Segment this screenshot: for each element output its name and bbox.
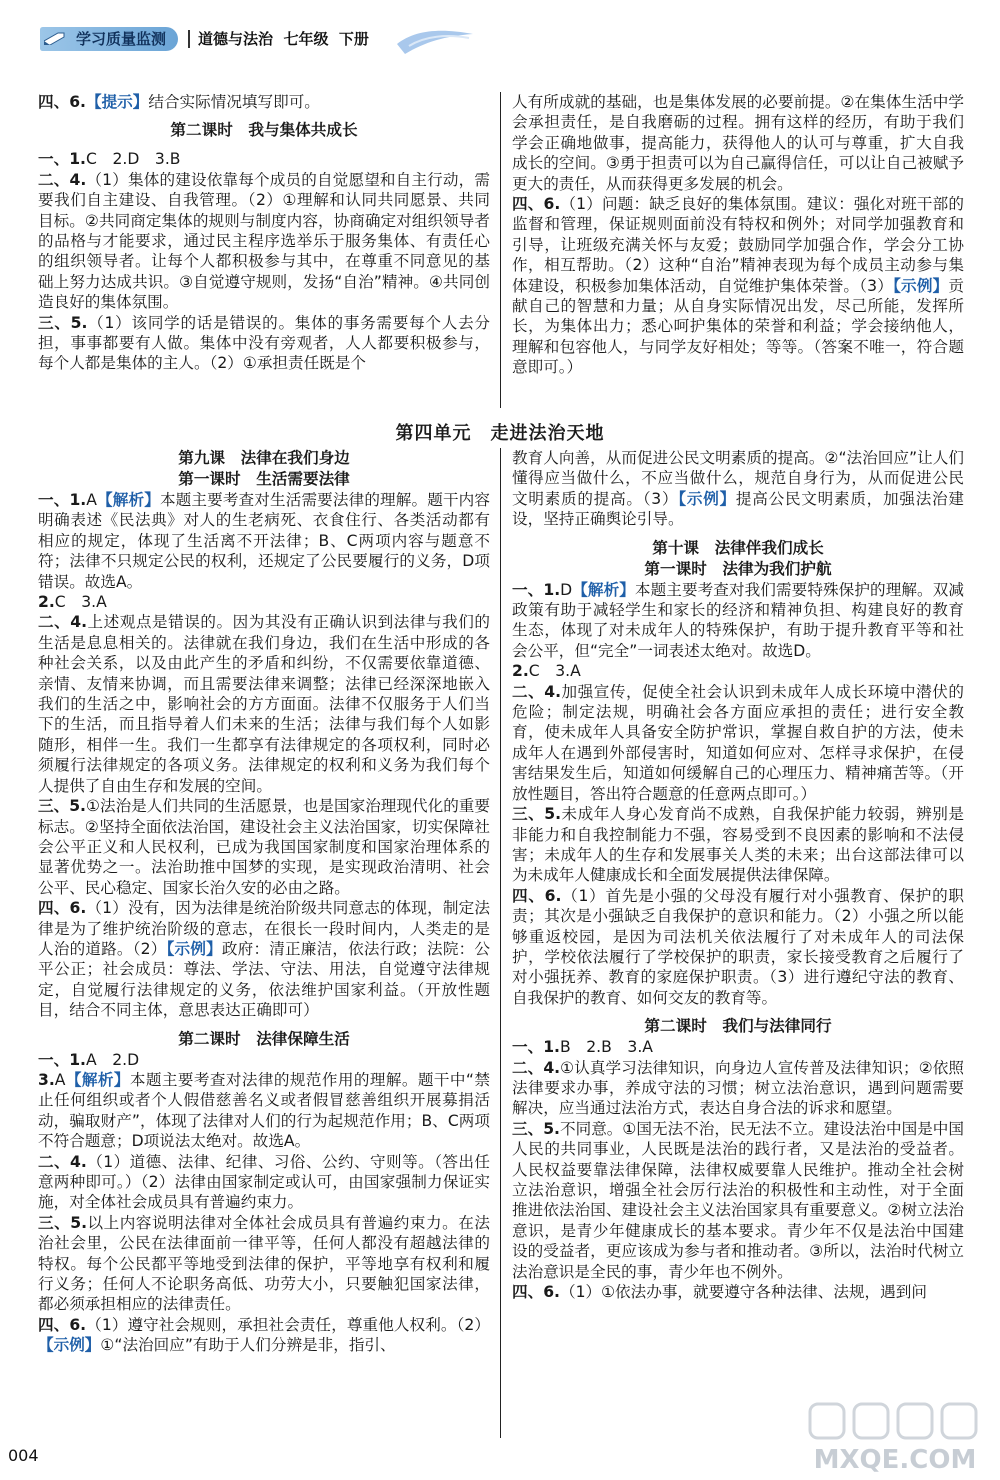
answer-tag: 【示例】 (38, 1336, 101, 1355)
book-title: 道德与法治 七年级 下册 (198, 30, 369, 48)
question-number: 2. (38, 593, 55, 612)
decorative-swoosh-icon (395, 24, 475, 56)
answer-paragraph: 三、5.以上内容说明法律对全体社会成员具有普遍约束力。在法治社会里，公民在法律面前一律平等，任何人都没有超越法律的特权。每个公民都平等地受到法律的保护，平等地享有权利和履行义务；任何人不论职务高低、功劳大小，只要触犯国家法律，都必须承担相应的法律责任。 (38, 1213, 490, 1314)
answer-paragraph: 三、5.未成年人身心发育尚不成熟，自我保护能力较弱，辨别是非能力和自我控制能力不强，容易受到不良因素的影响和不法侵害；未成年人的生存和发展事关人类的未来；出台这部法律可以为未成年人健康成长和全面发展提供法律保障。 (512, 805, 964, 885)
bottom-left-column (38, 448, 490, 1356)
answer-paragraph: 四、6.（1）首先是小强的父母没有履行对小强教育、保护的职责；其次是小强缺乏自我保护的意识和能力。（2）小强之所以能够重返校园，是因为司法机关依法履行了对未成年人的司法保护，学校依法履行了学校保护的职责，家长接受教育之后履行了对小强抚养、教育的家庭保护职责。（3）进行遵纪守法的教育、自我保护的教育、如何交友的教育等。 (512, 886, 964, 1007)
answer-paragraph: 一、1.D【解析】本题主要考查对我们需要特殊保护的理解。双减政策有助于减轻学生和家长的经济和精神负担、构建良好的教育生态，体现了对未成年人的特殊保护，有助于提升教育平等和社会公平，但“完全”一词表述太绝对。故选D。 (512, 580, 964, 660)
question-number: 二、4. (512, 682, 562, 701)
answer-tag: 【解析】 (572, 580, 635, 599)
answer-tag: 【提示】 (85, 93, 149, 111)
question-number: 三、5. (38, 313, 88, 332)
question-number: 四、6. (38, 93, 86, 111)
answer-tag: 【示例】 (678, 489, 736, 508)
question-number: 四、6. (512, 1283, 560, 1302)
answer-tag: 【示例】 (166, 939, 222, 958)
answer-paragraph: 二、4.（1）道德、法律、纪律、习俗、公约、守则等。（答出任意两种即可。）（2）法律由国家制定或认可，由国家强制力保证实施，对全体社会成员具有普遍约束力。 (38, 1152, 490, 1212)
question-number: 三、5. (512, 805, 562, 824)
section-heading: 第二课时 我与集体共成长 (170, 121, 358, 140)
svg-text:MXQE.COM: MXQE.COM (813, 1445, 977, 1475)
answer-paragraph: 人有所成就的基础，也是集体发展的必要前提。②在集体生活中学会承担责任，是自我磨砺的过程。拥有这样的经历，有助于我们学会正确地做事，提高能力，获得他人的认可与尊重，扩大自我成长的空间。③勇于担责可以为自己赢得信任，可以让自己被赋予更大的责任，从而获得更多发展的机会。 (512, 93, 964, 193)
question-number: 一、1. (512, 1038, 560, 1057)
question-number: 二、4. (512, 1058, 561, 1077)
question-number: 三、5. (512, 1119, 560, 1138)
period-heading: 第一课时 生活需要法律 (178, 470, 350, 488)
answer-paragraph: 四、6.（1）没有，因为法律是统治阶级共同意志的体现，制定法律是为了维护统治阶级的意志，在很长一段时间内，人类走的是人治的道路。（2）【示例】政府：清正廉洁，依法行政；法院：公平公正；社会成员：尊法、学法、守法、用法，自觉遵守法律规定，自觉履行法律规定的义务，依法维护国家利益。（开放性题目，结合不同主体，意思表达正确即可） (38, 899, 491, 1020)
period-heading: 第二课时 我们与法律同行 (644, 1017, 832, 1036)
top-right-column (512, 92, 964, 378)
answer-paragraph: 三、5.①法治是人们共同的生活愿景，也是国家治理现代化的重要标志。②坚持全面依法治国，建设社会主义法治国家，切实保障社会公平正义和人民权利，已成为我国国家制度和国家治理体系的显著优势之一。法治助推中国梦的实现，是实现政治清明、社会公平、民心稳定、国家长治久安的必由之路。 (38, 797, 490, 897)
question-number: 一、1. (38, 491, 87, 509)
answer-paragraph: 三、5.（1）该同学的话是错误的。集体的事务需要每个人去分担，事事都要有人做。集体中没有旁观者，人人都要积极参与，每个人都是集体的主人。（2）①承担责任既是个 (38, 313, 490, 373)
question-number: 二、4. (38, 1152, 87, 1171)
answer-paragraph: 二、4.①认真学习法律知识，向身边人宣传普及法律知识；②依照法律要求办事，养成守法的习惯；树立法治意识，遇到问题需要解决，应当通过法治方式，表达自身合法的诉求和愿望。 (512, 1058, 964, 1118)
question-number: 2. (512, 662, 529, 681)
question-number: 3. (38, 1070, 55, 1089)
question-number: 二、4. (38, 170, 87, 189)
answer-tag: 【示例】 (893, 276, 949, 295)
answer-line: 一、1.A 2.D (38, 1050, 140, 1069)
question-number: 二、4. (38, 613, 88, 632)
question-number: 四、6. (512, 886, 562, 905)
top-left-column (38, 92, 490, 374)
answer-paragraph: 3.A【解析】本题主要考查对法律的规范作用的理解。题干中“禁止任何组织或者个人假借慈善名义或者假冒慈善组织开展募捐活动，骗取财产”，体现了法律对人们的行为起规范作用；B、C两项不符合题意；D项说法太绝对。故选A。 (38, 1070, 490, 1151)
column-divider (500, 92, 501, 408)
site-watermark-logo (800, 1398, 990, 1476)
question-number: 三、5. (38, 1213, 88, 1232)
answer-paragraph: 教育人向善，从而促进公民文明素质的提高。②“法治回应”让人们懂得应当做什么，不应当做什么，规范自身行为，从而促进公民文明素质的提高。（3）【示例】提高公民文明素质，加强法治建设，坚持正确舆论引导。 (512, 449, 964, 529)
answer-paragraph: 四、6.（1）遵守社会规则，承担社会责任，尊重他人权利。（2）【示例】①“法治回应”有助于人们分辨是非，指引、 (38, 1315, 490, 1355)
answer-paragraph: 二、4.加强宣传，促使全社会认识到未成年人成长环境中潜伏的危险；制定法规，明确社会各方面应承担的责任；进行安全教育，使未成年人具备安全防护常识，掌握自救自护的方法，使未成年人在遇到外部侵害时，知道如何应对、怎样寻求保护，在侵害结果发生后，知道如何缓解自己的心理压力、精神痛苦等。（开放性题目，答出符合题意的任意两点即可。） (512, 682, 964, 803)
answer-line: 四、6.【提示】结合实际情况填写即可。 (38, 93, 320, 111)
question-number: 四、6. (512, 195, 561, 214)
answer-paragraph: 一、1.A【解析】本题主要考查对生活需要法律的理解。题干内容明确表述《民法典》对人的生老病死、衣食住行、各类活动都有相应的规定，体现了生活离不开法律；B、C两项内容与题意不符；法律不只规定公民的权利，还规定了公民要履行的义务，D项错误。故选A。 (38, 491, 490, 591)
period-heading: 第二课时 法律保障生活 (178, 1029, 350, 1048)
answer-paragraph: 二、4.上述观点是错误的。因为其没有正确认识到法律与我们的生活是息息相关的。法律就在我们身边，我们在生活中形成的各种社会关系，以及由此产生的矛盾和纠纷，不仅需要依靠道德、亲情、友情来协调，而且需要法律来调整；法律已经深深地嵌入我们的生活之中，影响社会的方方面面。法律不仅服务于人们当下的生活，而且指导着人们未来的生活；法律与我们每个人如影随形，相伴一生。我们一生都享有法律规定的各项权利，同时必须履行法律规定的各项义务。法律规定的权利和义务为我们每个人提供了自由生存和发展的空间。 (38, 613, 490, 795)
question-number: 三、5. (38, 797, 86, 816)
question-number: 一、1. (38, 1050, 86, 1069)
question-number: 一、1. (38, 150, 86, 169)
answer-paragraph: 二、4.（1）集体的建设依靠每个成员的自觉愿望和自主行动，需要我们自主建设、自我管理。（2）①理解和认同共同愿景、共同目标。②共同商定集体的规则与制度内容，协商确定对组织领导者的品格与才能要求，通过民主程序选举乐于服务集体、有责任心的组织领导者。让每个人都积极参与其中，在尊重不同意见的基础上努力达成共识。③自觉遵守规则，发扬“自治”精神。④共同创造良好的集体氛围。 (38, 170, 491, 312)
answer-paragraph: 三、5.不同意。①国无法不治，民无法不立。建设法治中国是中国人民的共同事业，人民既是法治的践行者，又是法治的受益者。人民权益要靠法律保障，法律权威要靠人民维护。推动全社会树立法治意识，增强全社会厉行法治的积极性和主动性，对于全面推进依法治国、建设社会主义法治国家具有重要意义。②树立法治意识，是青少年健康成长的基本要求。青少年不仅是法治中国建设的受益者，更应该成为参与者和推动者。③所以，法治时代树立法治意识是全民的事，青少年也不例外。 (512, 1119, 964, 1281)
header-divider (188, 30, 190, 48)
answer-paragraph: 四、6.（1）问题：缺乏良好的集体氛围。建议：强化对班干部的监督和管理，保证规则面前没有特权和例外；对同学加强教育和引导，让班级充满关怀与友爱；鼓励同学加强合作，学会分工协作，相互帮助。（2）这种“自治”精神表现为每个成员主动参与集体建设，积极参加集体活动，自觉维护集体荣誉。（3）【示例】贡献自己的智慧和力量；从自身实际情况出发，尽己所能，发挥所长，为集体出力；悉心呵护集体的荣誉和利益；学会接纳他人，理解和包容他人，与同学友好相处；等等。（答案不唯一，符合题意即可。） (512, 195, 965, 377)
pen-icon (44, 31, 66, 45)
column-divider (500, 448, 501, 1438)
unit-title: 第四单元 走进法治天地 (395, 423, 605, 444)
answer-tag: 【解析】 (96, 491, 160, 509)
lesson-heading: 第九课 法律在我们身边 (178, 449, 350, 467)
answer-paragraph: 四、6.（1）①依法办事，就要遵守各种法律、法规，遇到问 (512, 1283, 927, 1302)
series-badge: 学习质量监测 (40, 27, 178, 51)
question-number: 四、6. (38, 899, 87, 918)
question-number: 四、6. (38, 1315, 87, 1334)
lesson-heading: 第十课 法律伴我们成长 (652, 538, 824, 557)
answer-line: 一、1.C 2.D 3.B (38, 150, 181, 169)
answer-line: 2.C 3.A (512, 662, 581, 681)
period-heading: 第一课时 法律为我们护航 (644, 559, 832, 578)
answer-line: 一、1.B 2.B 3.A (512, 1038, 653, 1057)
answer-line: 2.C 3.A (38, 593, 107, 612)
answer-tag: 【解析】 (65, 1070, 130, 1089)
page-number: 004 (8, 1446, 39, 1465)
bottom-right-column (512, 448, 964, 1302)
question-number: 一、1. (512, 580, 561, 599)
